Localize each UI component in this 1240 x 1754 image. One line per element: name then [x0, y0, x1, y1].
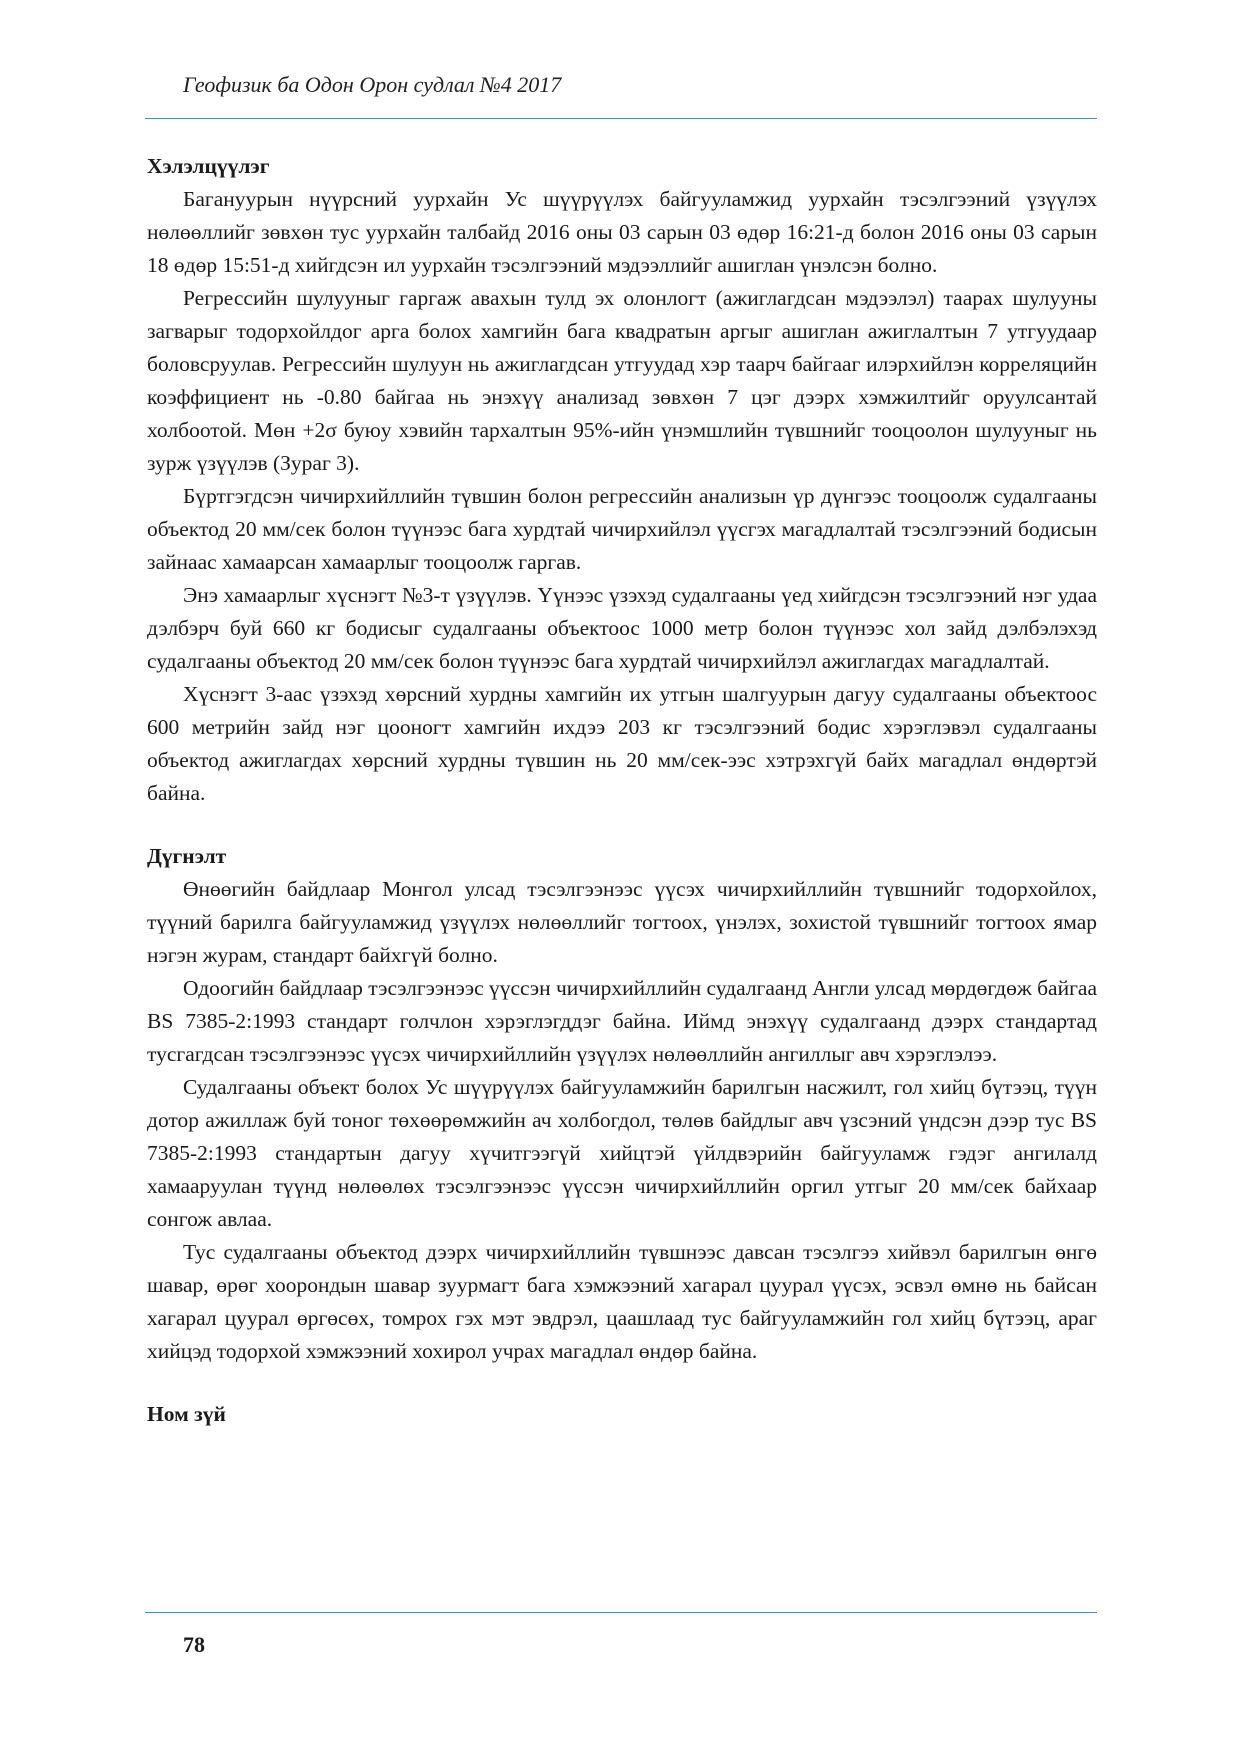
paragraph: Энэ хамаарлыг хүснэгт №3-т үзүүлэв. Үүнээс үзэхэд судалгааны үед хийгдсэн тэсэлгээний нэг удаа дэлбэрч буй 660 кг бодисыг судалгааны объектоос 1000 метр болон түүнээс хол зайд дэлбэлэхэд судалгааны объектод 20 мм/сек болон түүнээс бага хурдтай чичирхийлэл ажиглагдах магадлалтай. — [147, 583, 1097, 673]
paragraph: Одоогийн байдлаар тэсэлгээнээс үүссэн чичирхийллийн судалгаанд Англи улсад мөрдөгдөж байгаа BS 7385-2:1993 стандарт голчлон хэрэглэгддэг байна. Иймд энэхүү судалгаанд дээрх стандартад тусгагдсан тэсэлгээнээс үүсэх чичирхийллийн үзүүлэх нөлөөллийн ангиллыг авч хэрэглэлээ. — [147, 976, 1097, 1066]
section-heading-conclusion: Дүгнэлт — [147, 844, 227, 868]
footer-rule — [145, 1612, 1097, 1613]
paragraph: Регрессийн шулууныг гаргаж авахын тулд эх олонлогт (ажиглагдсан мэдээлэл) таарах шулууны загварыг тодорхойлдог арга болох хамгийн бага квадратын аргыг ашиглан ажиглалтын 7 утгуудаар боловсруулав. Регрессийн шулуун нь ажиглагдсан утгуудад хэр таарч байгааг илэрхийлэн корреляцийн коэффициент нь -0.80 байгаа нь энэхүү анализад зөвхөн 7 цэг дээрх хэмжилтийг оруулсантай холбоотой. Мөн +2σ буюу хэвийн тархалтын 95%-ийн үнэмшлийн түвшнийг тооцоолон шулууныг нь зурж үзүүлэв (Зураг 3). — [147, 286, 1097, 475]
paragraph: Багануурын нүүрсний уурхайн Ус шүүрүүлэх байгууламжид уурхайн тэсэлгээний үзүүлэх нөлөөллийг зөвхөн тус уурхайн талбайд 2016 оны 03 сарын 03 өдөр 16:21-д болон 2016 оны 03 сарын 18 өдөр 15:51-д хийгдсэн ил уурхайн тэсэлгээний мэдээллийг ашиглан үнэлсэн болно. — [147, 187, 1097, 277]
section-heading-discussion: Хэлэлцүүлэг — [147, 154, 270, 178]
paragraph: Өнөөгийн байдлаар Монгол улсад тэсэлгээнээс үүсэх чичирхийллийн түвшнийг тодорхойлох, түүний барилга байгууламжид үзүүлэх нөлөөллийг тогтоох, үнэлэх, зохистой түвшнийг тогтоох ямар нэгэн журам, стандарт байхгүй болно. — [147, 877, 1097, 967]
running-header: Геофизик ба Одон Орон судлал №4 2017 — [183, 72, 562, 97]
paragraph: Хүснэгт 3-аас үзэхэд хөрсний хурдны хамгийн их утгын шалгуурын дагуу судалгааны объектоос 600 метрийн зайд нэг цооногт хамгийн ихдээ 203 кг тэсэлгээний бодис хэрэглэвэл судалгааны объектод ажиглагдах хөрсний хурдны түвшин нь 20 мм/сек-ээс хэтрэхгүй байх магадлал өндөртэй байна. — [147, 682, 1097, 805]
paragraph: Бүртгэгдсэн чичирхийллийн түвшин болон регрессийн анализын үр дүнгээс тооцоолж судалгааны объектод 20 мм/сек болон түүнээс бага хурдтай чичирхийлэл үүсгэх магадлалтай тэсэлгээний бодисын зайнаас хамаарсан хамаарлыг тооцоолж гаргав. — [147, 484, 1097, 574]
paragraph: Тус судалгааны объектод дээрх чичирхийллийн түвшнээс давсан тэсэлгээ хийвэл барилгын өнгө шавар, өрөг хоорондын шавар зуурмагт бага хэмжээний хагарал цуурал үүсэх, эсвэл өмнө нь байсан хагарал цуурал өргөсөх, томрох гэх мэт эвдрэл, цаашлаад тус байгууламжийн гол хийц бүтээц, араг хийцэд тодорхой хэмжээний хохирол учрах магадлал өндөр байна. — [147, 1240, 1097, 1363]
section-heading-references: Ном зүй — [147, 1402, 226, 1426]
page-number: 78 — [183, 1632, 205, 1657]
paragraph: Судалгааны объект болох Ус шүүрүүлэх байгууламжийн барилгын насжилт, гол хийц бүтээц, түүн дотор ажиллаж буй тоног төхөөрөмжийн ач холбогдол, төлөв байдлыг авч үзсэний үндсэн дээр тус BS 7385-2:1993 стандартын дагуу хүчитгээгүй хийцтэй үйлдвэрийн байгууламж гэдэг ангилалд хамааруулан түүнд нөлөөлөх тэсэлгээнээс үүссэн чичирхийллийн оргил утгыг 20 мм/сек байхаар сонгож авлаа. — [147, 1075, 1097, 1231]
header-rule — [145, 118, 1097, 119]
body-content — [147, 150, 1097, 1431]
